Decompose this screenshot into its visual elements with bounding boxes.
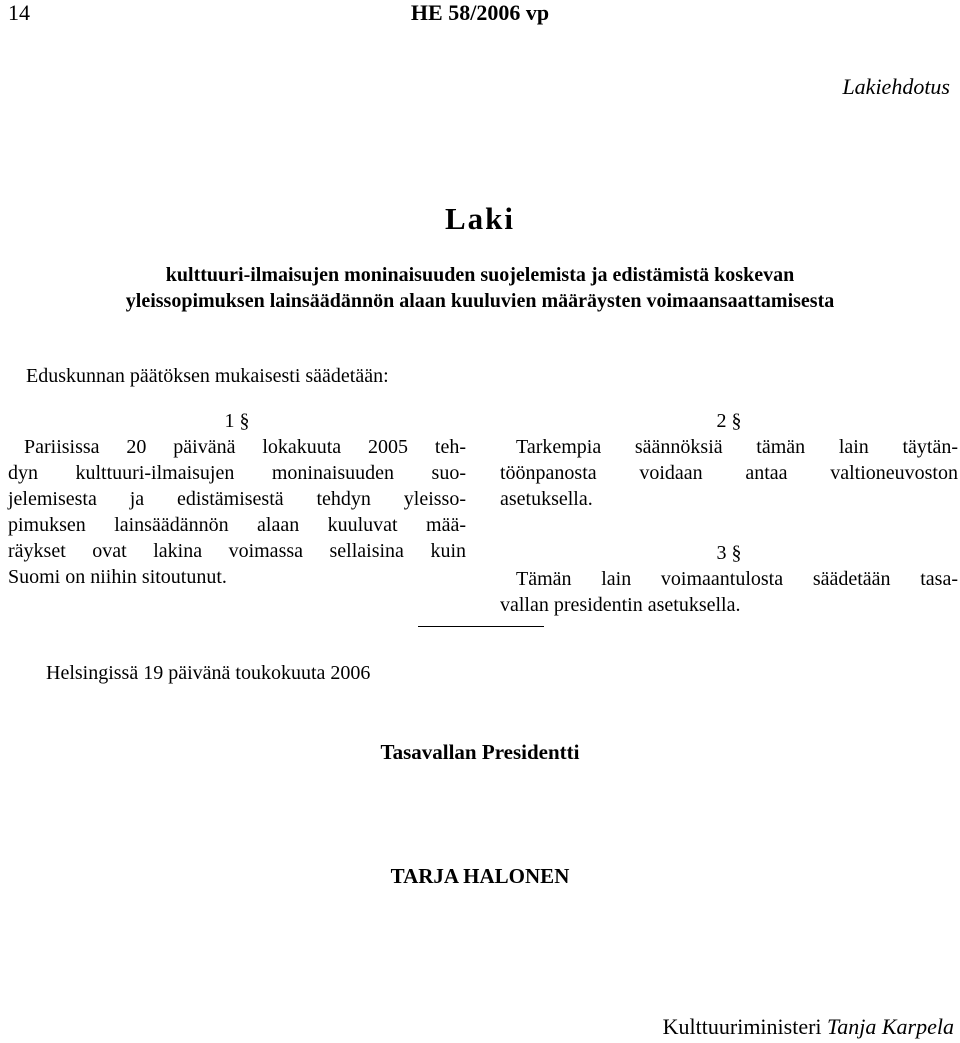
law-subtitle-line: kulttuuri-ilmaisujen moninaisuuden suojelemista ja edistämistä koskevan (165, 264, 795, 286)
law-title: Laki (444, 201, 516, 236)
minister-title: Kulttuuriministeri (662, 1014, 822, 1039)
section-1-heading: 1 § (224, 410, 250, 432)
section-1-body (8, 434, 466, 590)
section-3-line: Tämän lain voimaantulosta säädetään tasa- (516, 568, 958, 590)
section-3-body (500, 566, 958, 618)
document-id: HE 58/2006 vp (410, 0, 550, 25)
section-1-line: pimuksen lainsäädännön alaan kuuluvat mää- (8, 514, 466, 536)
section-2-line: töönpanosta voidaan antaa valtioneuvoston (500, 462, 958, 484)
section-2-line: asetuksella. (500, 488, 593, 510)
page-number: 14 (8, 0, 30, 25)
section-1-line: Pariisissa 20 päivänä lokakuuta 2005 teh- (24, 436, 466, 458)
law-subtitle (0, 262, 960, 314)
section-1-line: dyn kulttuuri-ilmaisujen moninaisuuden suo- (8, 462, 466, 484)
proposal-label: Lakiehdotus (842, 74, 950, 99)
president-title: Tasavallan Presidentti (380, 740, 580, 764)
right-column (500, 408, 958, 618)
section-1-line: jelemisesta ja edistämisestä tehdyn yleisso- (8, 488, 466, 510)
section-3-line: vallan presidentin asetuksella. (500, 594, 741, 616)
place-and-date: Helsingissä 19 päivänä toukokuuta 2006 (46, 662, 371, 684)
section-1-line: räykset ovat lakina voimassa sellaisina kuin (8, 540, 466, 562)
president-name: TARJA HALONEN (390, 864, 570, 888)
left-column (8, 408, 466, 590)
section-divider (418, 626, 544, 627)
preamble: Eduskunnan päätöksen mukaisesti säädetään: (26, 365, 389, 387)
section-2-line: Tarkempia säännöksiä tämän lain täytän- (516, 436, 958, 458)
section-3-heading: 3 § (716, 542, 742, 564)
law-subtitle-line: yleissopimuksen lainsäädännön alaan kuuluvien määräysten voimaansaattamisesta (125, 290, 835, 312)
minister-name: Tanja Karpela (827, 1014, 954, 1039)
section-1-line: Suomi on niihin sitoutunut. (8, 566, 227, 588)
minister-signature (663, 1014, 954, 1040)
section-2-body (500, 434, 958, 512)
section-2-heading: 2 § (716, 410, 742, 432)
